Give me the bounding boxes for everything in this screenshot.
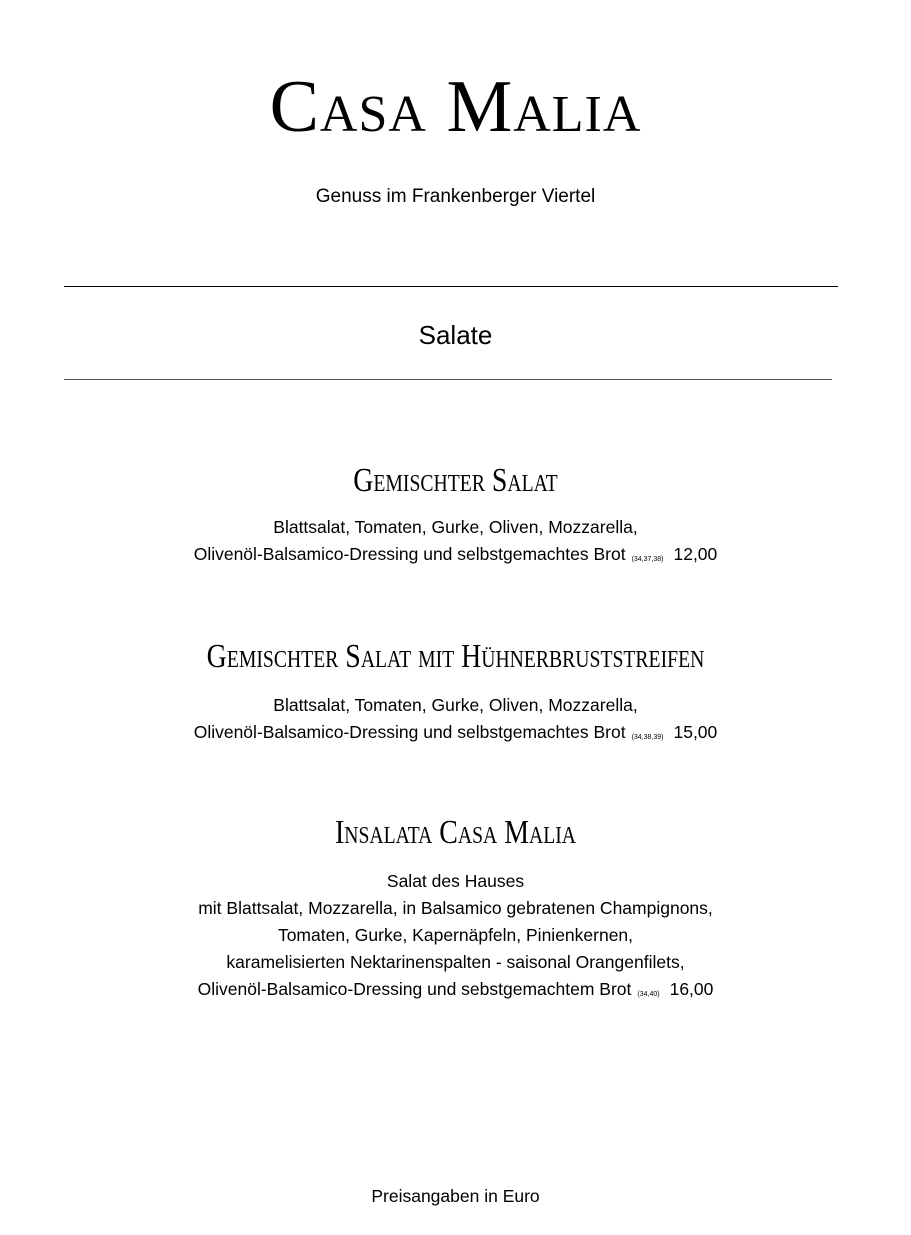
top-divider (64, 286, 838, 287)
allergen-codes: (34,38,39) (631, 734, 664, 741)
restaurant-logo (0, 66, 911, 148)
description-line-with-price (0, 541, 911, 573)
description-line: mit Blattsalat, Mozzarella, in Balsamico gebratenen Champignons, (198, 898, 713, 918)
description-line: Tomaten, Gurke, Kapernäpfeln, Pinienkernen, (277, 925, 634, 945)
allergen-codes: (34,40) (637, 991, 660, 998)
description-line: Olivenöl-Balsamico-Dressing und selbstgemachtes Brot (193, 544, 626, 564)
description-line: Salat des Hauses (386, 871, 525, 891)
dish-title: Gemischter Salat mit Hühnerbruststreifen (206, 638, 705, 675)
dish-price: 16,00 (669, 979, 714, 999)
logo-text: Casa Malia (269, 66, 642, 148)
description-line: Blattsalat, Tomaten, Gurke, Oliven, Mozzarella, (273, 695, 638, 715)
dish-title: Gemischter Salat (353, 462, 558, 499)
section-divider (64, 379, 832, 380)
description-line-with-price (0, 719, 911, 751)
description-line: karamelisierten Nektarinenspalten - saisonal Orangenfilets, (226, 952, 685, 972)
section-title: Salate (418, 320, 493, 350)
description-line: Blattsalat, Tomaten, Gurke, Oliven, Mozzarella, (273, 517, 638, 537)
allergen-codes: (34,37,38) (631, 556, 664, 563)
price-note: Preisangaben in Euro (371, 1186, 540, 1206)
dish-description (0, 868, 911, 1008)
dish-description (0, 692, 911, 751)
description-line: Olivenöl-Balsamico-Dressing und sebstgemachtem Brot (197, 979, 632, 999)
dish-price: 15,00 (673, 722, 718, 742)
dish-description (0, 514, 911, 573)
dish-title: Insalata Casa Malia (334, 814, 577, 851)
description-line: Olivenöl-Balsamico-Dressing und selbstgemachtes Brot (193, 722, 626, 742)
dish-price: 12,00 (673, 544, 718, 564)
description-line-with-price (0, 976, 911, 1008)
tagline: Genuss im Frankenberger Viertel (315, 186, 596, 207)
